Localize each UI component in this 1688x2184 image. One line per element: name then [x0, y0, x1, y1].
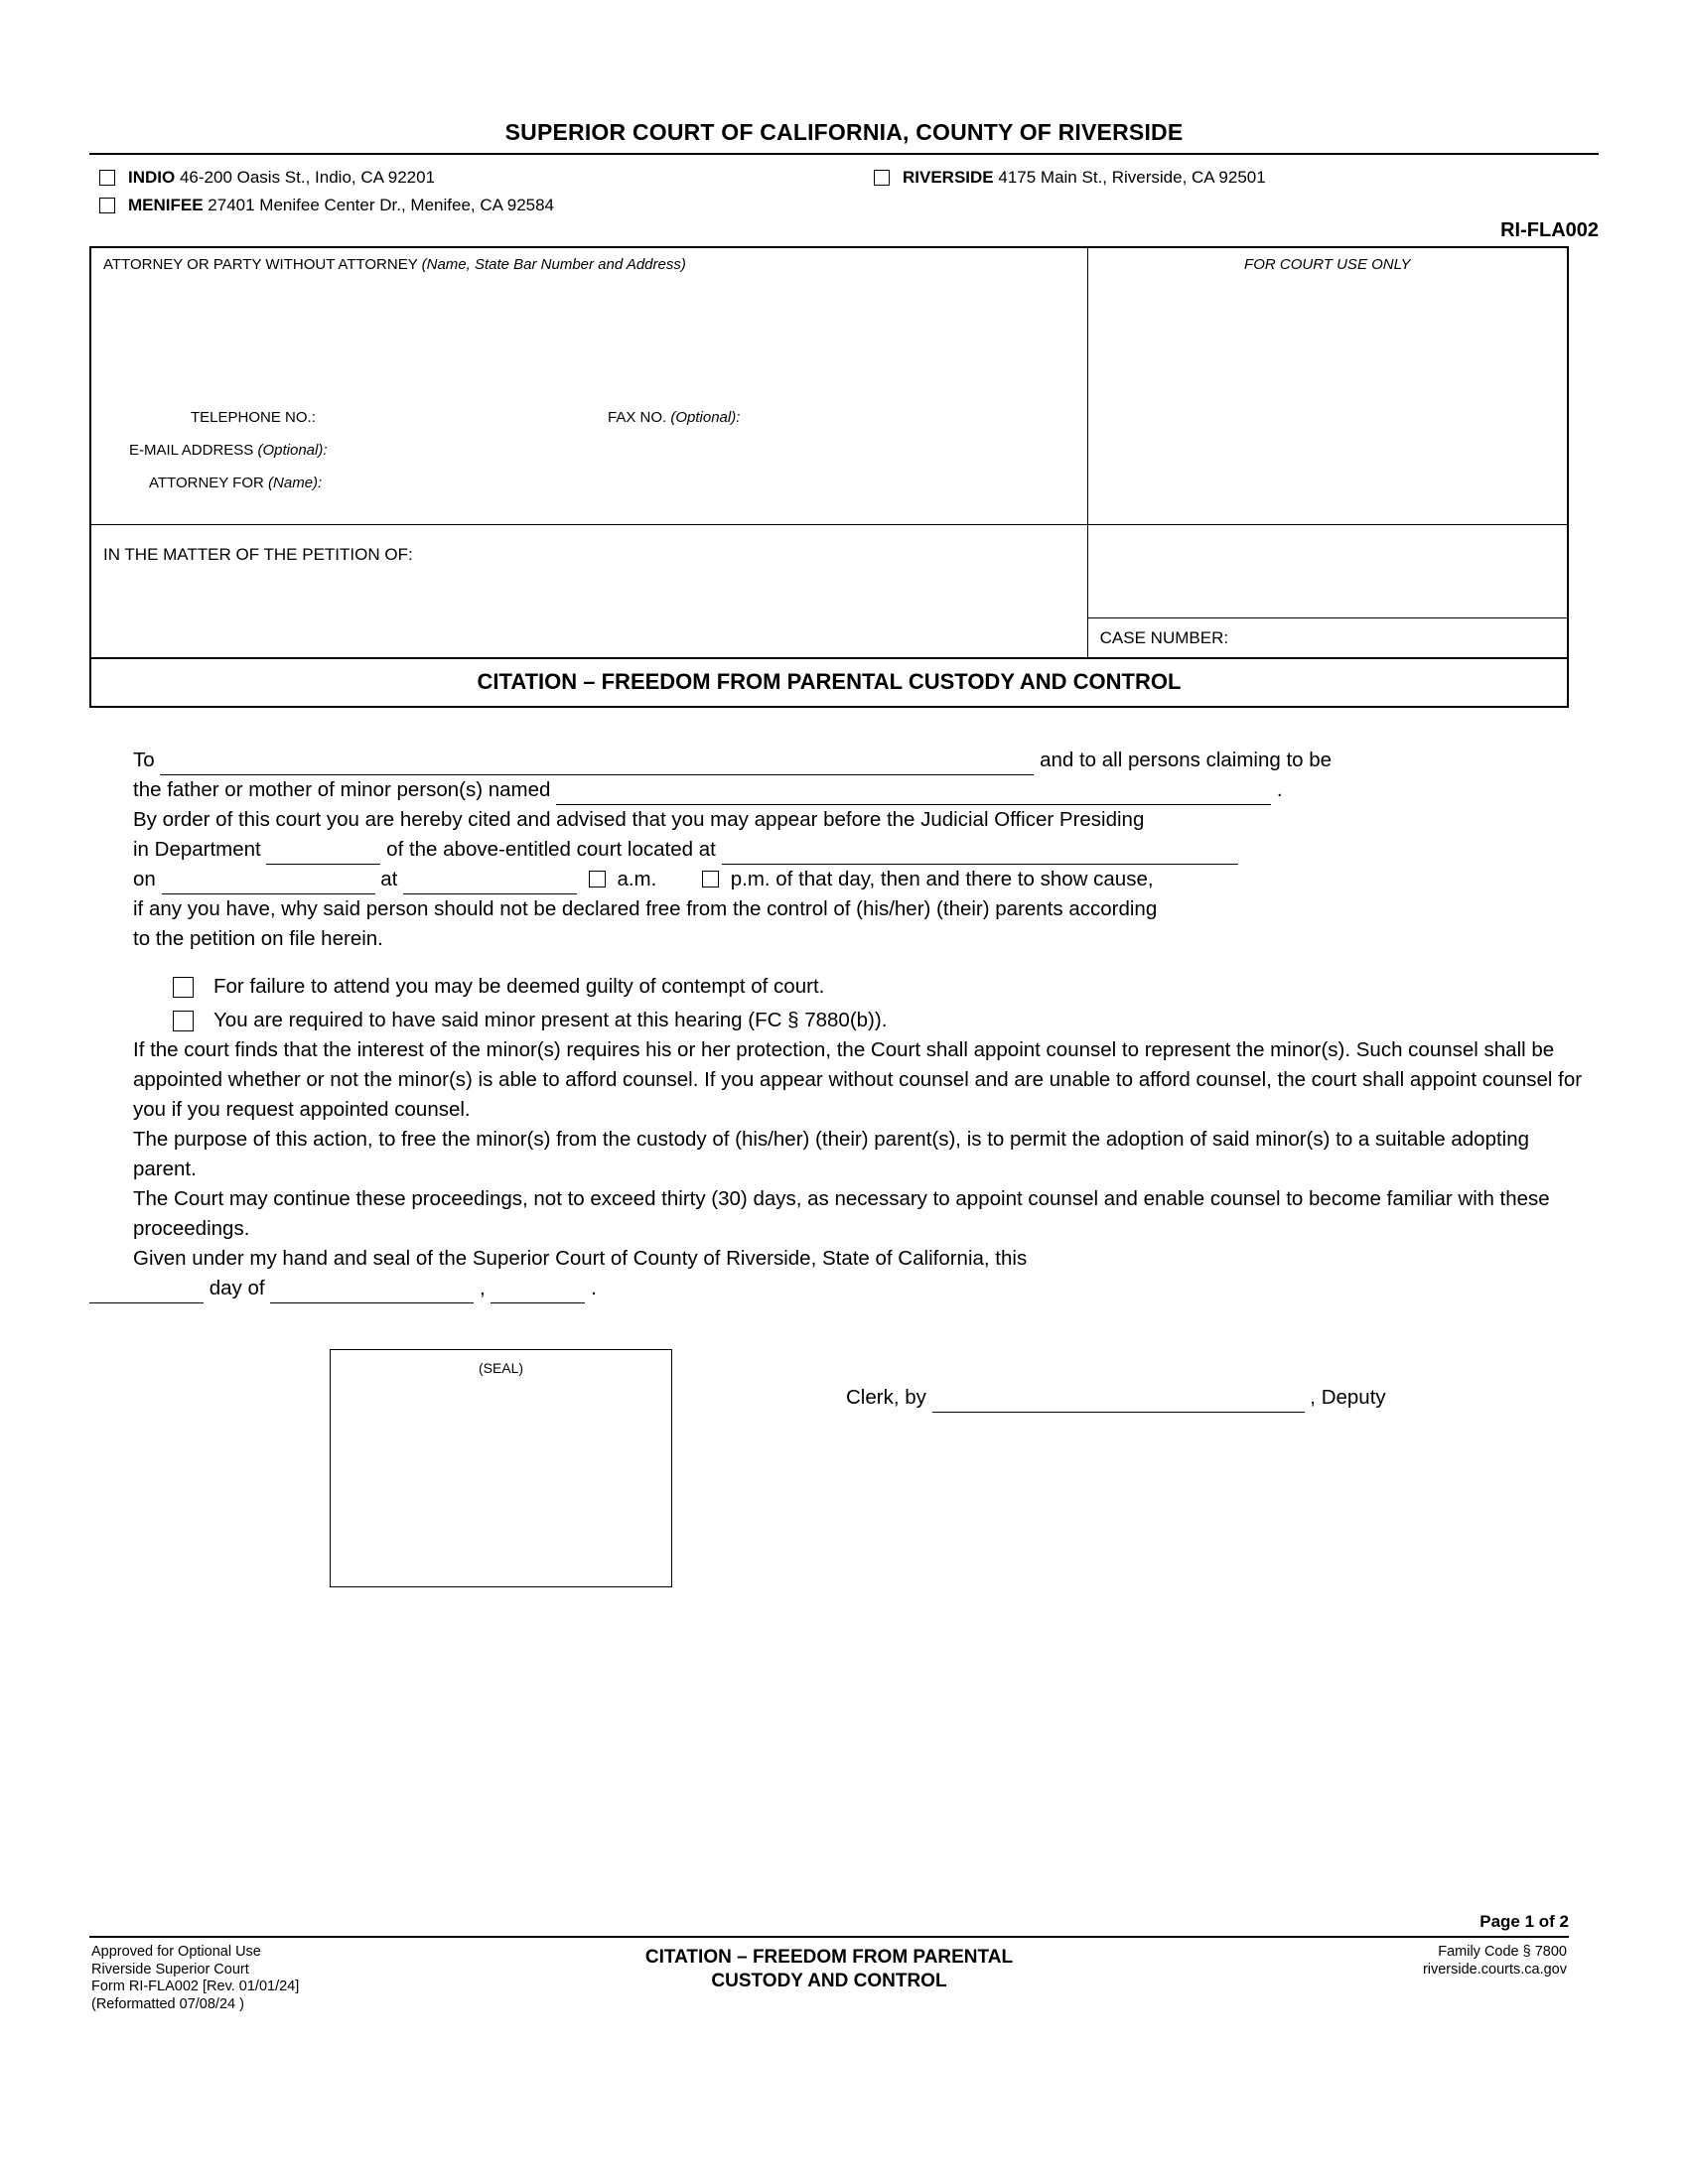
court-location-field[interactable] [722, 843, 1238, 865]
department-field[interactable] [266, 843, 380, 865]
to-prefix: To [133, 749, 155, 771]
minor-prefix: the father or mother of minor person(s) named [133, 778, 551, 801]
hearing-time-field[interactable] [403, 873, 577, 894]
location-option-menifee[interactable] [99, 196, 554, 215]
line-showcause: if any you have, why said person should not be declared free from the control of (his/her) (their) parents according [133, 897, 1158, 920]
checkbox-minor-present[interactable] [173, 1011, 194, 1031]
line-datetime [133, 865, 1589, 894]
line-petition: to the petition on file herein. [133, 927, 383, 950]
location-option-indio[interactable] [99, 168, 435, 188]
date-day-field[interactable] [89, 1282, 204, 1303]
footer-title-line2: CUSTODY AND CONTROL [711, 1971, 947, 1991]
matter-label: IN THE MATTER OF THE PETITION OF: [103, 545, 413, 564]
department-prefix: in Department [133, 838, 261, 861]
form-sheet [89, 119, 1599, 1587]
fax-label-note: (Optional): [670, 409, 741, 426]
checkbox-contempt-label: For failure to attend you may be deemed guilty of contempt of court. [213, 975, 825, 998]
date-comma: , [479, 1277, 486, 1299]
to-name-field[interactable] [160, 753, 1034, 775]
checkbox-menifee[interactable] [99, 198, 115, 213]
location-name-menifee: MENIFEE [128, 196, 204, 214]
clerk-suffix: , Deputy [1310, 1386, 1386, 1409]
attorney-for-label: ATTORNEY FOR [149, 475, 264, 491]
checkbox-contempt[interactable] [173, 977, 194, 998]
clerk-signature-line [846, 1383, 1386, 1413]
checkbox-am[interactable] [589, 871, 606, 887]
paragraph-continuance: The Court may continue these proceedings, not to exceed thirty (30) days, as necessary to appoint counsel and enable counsel to become familiar with these proceedings. [133, 1187, 1550, 1240]
clerk-prefix: Clerk, by [846, 1386, 926, 1409]
seal-box [330, 1349, 672, 1587]
footer-title-block [89, 1946, 1569, 1993]
paragraph-given-under-hand: Given under my hand and seal of the Superior Court of County of Riverside, State of California, this [133, 1247, 1028, 1270]
for-court-use-only-label: FOR COURT USE ONLY [1244, 256, 1411, 273]
form-number: RI-FLA002 [1500, 219, 1599, 241]
date-day-label: day of [209, 1277, 265, 1299]
footer-right-block [1423, 1944, 1567, 1979]
attorney-label-note: (Name, State Bar Number and Address) [421, 256, 686, 273]
case-number-box [1088, 525, 1567, 657]
location-name-indio: INDIO [128, 168, 176, 187]
line-order: By order of this court you are hereby cited and advised that you may appear before the Judicial Officer Presiding [133, 808, 1145, 831]
location-address-indio: 46-200 Oasis St., Indio, CA 92201 [179, 168, 436, 187]
date-period: . [591, 1277, 597, 1299]
attorney-for-note: (Name): [268, 475, 323, 491]
department-mid: of the above-entitled court located at [386, 838, 716, 861]
location-address-riverside: 4175 Main St., Riverside, CA 92501 [998, 168, 1266, 187]
matter-box [91, 525, 1088, 657]
seal-and-clerk-row [133, 1331, 1589, 1587]
case-number-label: CASE NUMBER: [1088, 617, 1567, 657]
location-option-riverside[interactable] [874, 168, 1266, 188]
footer-title-line1: CITATION – FREEDOM FROM PARENTAL [644, 1947, 1014, 1968]
checkbox-riverside[interactable] [874, 170, 890, 186]
footer-code: Family Code § 7800 [1438, 1944, 1567, 1960]
caption-block [89, 246, 1569, 708]
location-address-menifee: 27401 Menifee Center Dr., Menifee, CA 92584 [208, 196, 555, 214]
court-locations [89, 168, 1599, 225]
attorney-box [91, 248, 1088, 524]
attorney-label: ATTORNEY OR PARTY WITHOUT ATTORNEY [103, 256, 418, 273]
line-parents [133, 775, 1589, 805]
court-use-box [1088, 248, 1567, 524]
footer-approved: Approved for Optional Use [91, 1944, 261, 1960]
line-date-signature [89, 1274, 1589, 1303]
checkbox-row-contempt[interactable] [173, 972, 1589, 1002]
footer-reformatted: (Reformatted 07/08/24 ) [91, 1995, 244, 2012]
footer-website: riverside.courts.ca.gov [1422, 1961, 1567, 1978]
at-label: at [380, 868, 398, 890]
form-title-band: CITATION – FREEDOM FROM PARENTAL CUSTODY AND CONTROL [91, 657, 1567, 706]
line-to [133, 746, 1589, 775]
page-title: SUPERIOR COURT OF CALIFORNIA, COUNTY OF RIVERSIDE [89, 119, 1599, 155]
location-name-riverside: RIVERSIDE [903, 168, 994, 187]
date-month-field[interactable] [270, 1282, 474, 1303]
date-year-field[interactable] [491, 1282, 585, 1303]
checkbox-minor-present-label: You are required to have said minor present at this hearing (FC § 7880(b)). [213, 1009, 888, 1031]
on-label: on [133, 868, 156, 890]
checkbox-indio[interactable] [99, 170, 115, 186]
am-label: a.m. [617, 868, 657, 890]
line-department [133, 835, 1589, 865]
checkbox-pm[interactable] [702, 871, 719, 887]
clerk-signature-field[interactable] [932, 1391, 1305, 1413]
to-suffix: and to all persons claiming to be [1040, 749, 1333, 771]
minor-suffix: . [1276, 778, 1283, 801]
paragraph-purpose: The purpose of this action, to free the minor(s) from the custody of (his/her) (their) parent(s), is to permit the adoption of said minor(s) to a suitable adopting parent. [133, 1128, 1530, 1180]
footer-form-rev: Form RI-FLA002 [Rev. 01/01/24] [91, 1979, 300, 1994]
fax-label: FAX NO. [608, 409, 667, 426]
email-label: E-MAIL ADDRESS [129, 442, 254, 459]
paragraph-counsel: If the court finds that the interest of the minor(s) requires his or her protection, the Court shall appoint counsel to represent the minor(s). Such counsel shall be appointed whether or not the minor(s) is able to afford counsel. If you appear without counsel and are unable to afford counsel, the court shall appoint counsel for you if you request appointed counsel. [133, 1038, 1583, 1121]
checkbox-row-minor-present[interactable] [173, 1006, 1589, 1035]
minor-name-field[interactable] [556, 783, 1271, 805]
page-number: Page 1 of 2 [1479, 1912, 1569, 1931]
pm-label: p.m. of that day, then and there to show cause, [730, 868, 1154, 890]
email-label-note: (Optional): [257, 442, 328, 459]
page-footer [89, 1912, 1599, 2027]
form-body [89, 746, 1599, 1587]
hearing-date-field[interactable] [162, 873, 375, 894]
footer-court: Riverside Superior Court [91, 1961, 249, 1978]
seal-label: (SEAL) [478, 1360, 524, 1376]
telephone-label: TELEPHONE NO.: [191, 409, 316, 426]
